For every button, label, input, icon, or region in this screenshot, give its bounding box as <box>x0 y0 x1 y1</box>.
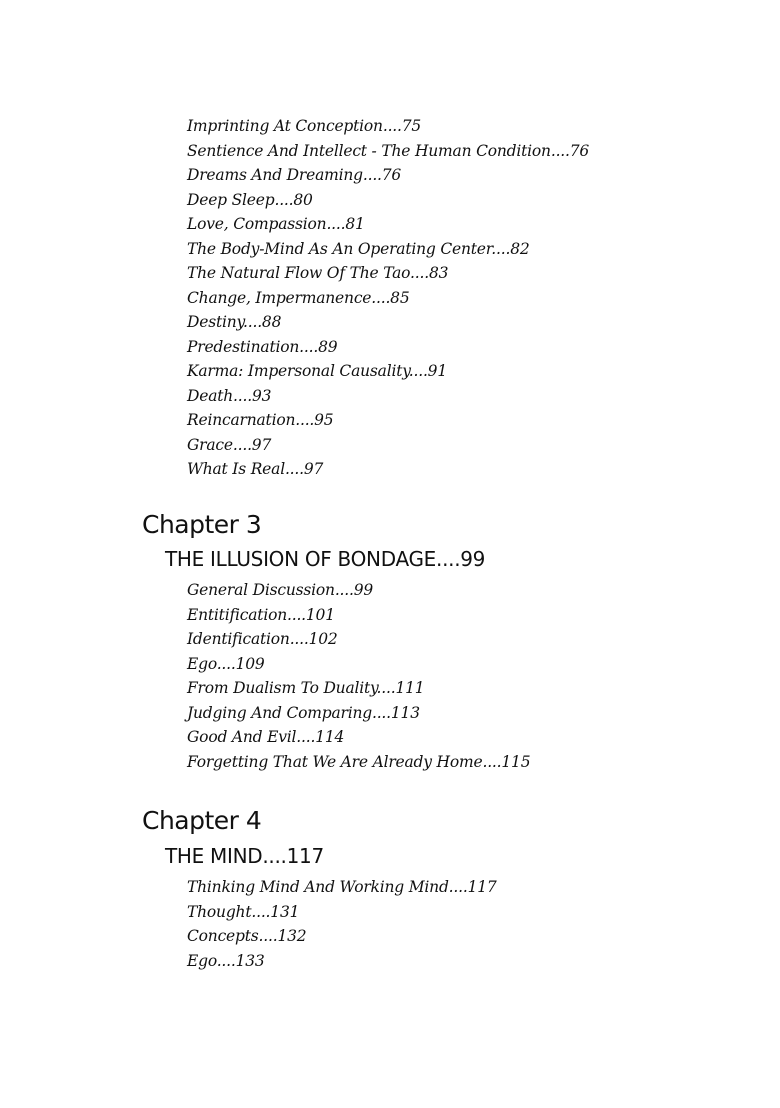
toc-entry: Karma: Impersonal Causality....91 <box>187 362 447 380</box>
toc-entry: Identification....102 <box>187 630 338 648</box>
toc-entry: From Dualism To Duality....111 <box>187 679 425 697</box>
toc-entry: General Discussion....99 <box>187 581 374 599</box>
toc-entry: Destiny....88 <box>187 313 282 331</box>
toc-entry: Thought....131 <box>187 902 300 921</box>
toc-entry: Ego....133 <box>187 951 265 970</box>
toc-entries-previous-chapter <box>187 114 589 482</box>
toc-entry: Deep Sleep....80 <box>187 190 313 209</box>
toc-entry: Judging And Comparing....113 <box>187 703 420 722</box>
toc-entry: Forgetting That We Are Already Home....115 <box>187 752 531 771</box>
toc-entry: Death....93 <box>187 386 272 405</box>
chapter-3-title: THE ILLUSION OF BONDAGE....99 <box>165 547 486 571</box>
toc-entry: Love, Compassion....81 <box>187 215 365 233</box>
chapter-4-title: THE MIND....117 <box>165 844 324 868</box>
toc-entry: Good And Evil....114 <box>187 728 345 746</box>
toc-entries-chapter-3 <box>187 578 530 774</box>
chapter-4-label: Chapter 4 <box>142 806 262 835</box>
toc-entry: Change, Impermanence....85 <box>187 288 410 307</box>
chapter-3-label: Chapter 3 <box>142 510 262 539</box>
toc-entry: Sentience And Intellect - The Human Condition....76 <box>187 141 590 160</box>
toc-entry: Imprinting At Conception....75 <box>187 117 422 135</box>
toc-entries-chapter-4 <box>187 875 497 973</box>
toc-entry: Concepts....132 <box>187 927 307 945</box>
toc-entry: Reincarnation....95 <box>187 411 334 429</box>
toc-entry: The Natural Flow Of The Tao....83 <box>187 264 449 282</box>
toc-entry: Ego....109 <box>187 654 265 673</box>
toc-entry: The Body-Mind As An Operating Center....82 <box>187 239 530 258</box>
toc-entry: Entitification....101 <box>187 605 335 624</box>
toc-entry: Dreams And Dreaming....76 <box>187 166 402 184</box>
toc-entry: Grace....97 <box>187 435 272 454</box>
toc-entry: Predestination....89 <box>187 337 338 356</box>
toc-entry: Thinking Mind And Working Mind....117 <box>187 878 497 896</box>
toc-entry: What Is Real....97 <box>187 460 324 478</box>
